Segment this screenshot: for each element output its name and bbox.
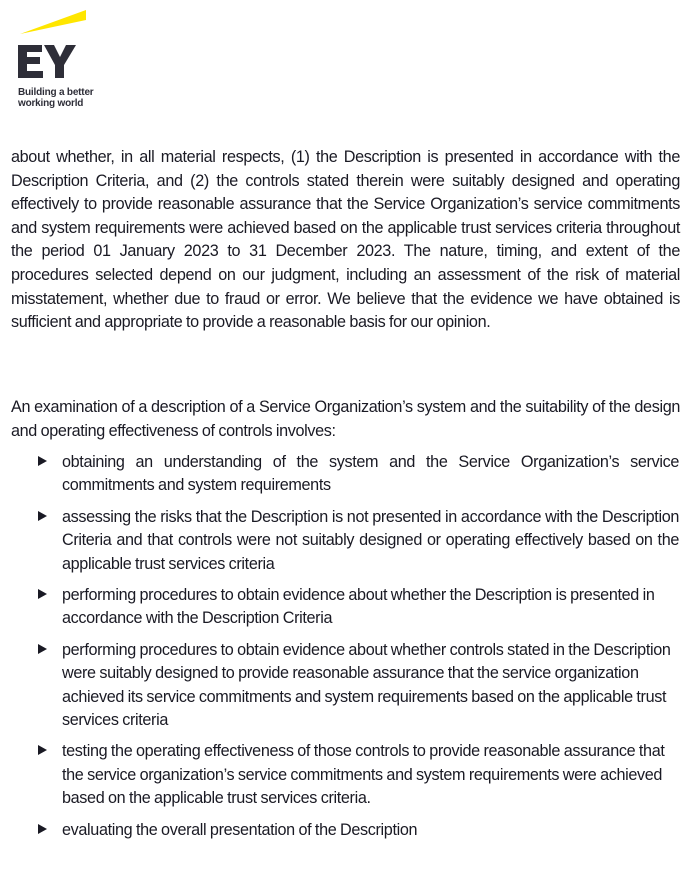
- bullet-arrow-icon: [38, 745, 47, 755]
- list-item-text: testing the operating effectiveness of those controls to provide reasonable assurance that the service organization’s service commitments and system requirements were achieved based on the applicable trust services criteria.: [62, 742, 665, 808]
- list-item: [0, 506, 691, 576]
- list-item-text: performing procedures to obtain evidence about whether controls stated in the Description were suitably designed to provide reasonable assurance that the service organization achieved its service commitments and system requirements based on the applicable trust services criteria: [62, 640, 671, 730]
- list-item: [0, 584, 691, 631]
- opinion-basis-paragraph: about whether, in all material respects, (1) the Description is presented in accordance with the Description Criteria, and (2) the controls stated therein were suitably designed and operating effectively to provide reasonable assurance that the Service Organization’s service commitments and system requirements were achieved based on the applicable trust services criteria throughout the period 01 January 2023 to 31 December 2023. The nature, timing, and extent of the procedures selected depend on our judgment, including an assessment of the risk of material misstatement, whether due to fraud or error. We believe that the evidence we have obtained is sufficient and appropriate to provide a reasonable basis for our opinion.: [11, 148, 680, 332]
- bullet-arrow-icon: [38, 824, 47, 834]
- bullet-arrow-icon: [38, 589, 47, 599]
- list-item: [0, 819, 691, 842]
- list-item-text: evaluating the overall presentation of the Description: [62, 820, 418, 839]
- logo-tagline: [18, 87, 94, 109]
- examination-steps-list: [0, 451, 691, 850]
- bullet-arrow-icon: [38, 644, 47, 654]
- ey-logo-mark: [18, 10, 118, 86]
- bullet-arrow-icon: [38, 456, 47, 466]
- tagline-line-1: Building a better: [18, 87, 94, 98]
- ey-logo: [18, 10, 118, 110]
- list-item-text: performing procedures to obtain evidence about whether the Description is presented in accordance with the Description Criteria: [62, 586, 655, 628]
- bullet-arrow-icon: [38, 511, 47, 521]
- tagline-line-2: working world: [18, 98, 84, 109]
- examination-intro-paragraph: An examination of a description of a Service Organization’s system and the suitability of the design and operating effectiveness of controls involves:: [11, 398, 680, 440]
- list-item: [0, 639, 691, 733]
- list-item: [0, 740, 691, 810]
- list-item-text: assessing the risks that the Description is not presented in accordance with the Description Criteria and that controls were not suitably designed or operating effectively based on the applicable trust services criteria: [62, 507, 679, 573]
- list-item: [0, 451, 691, 498]
- list-item-text: obtaining an understanding of the system and the Service Organization’s service commitments and system requirements: [62, 453, 679, 495]
